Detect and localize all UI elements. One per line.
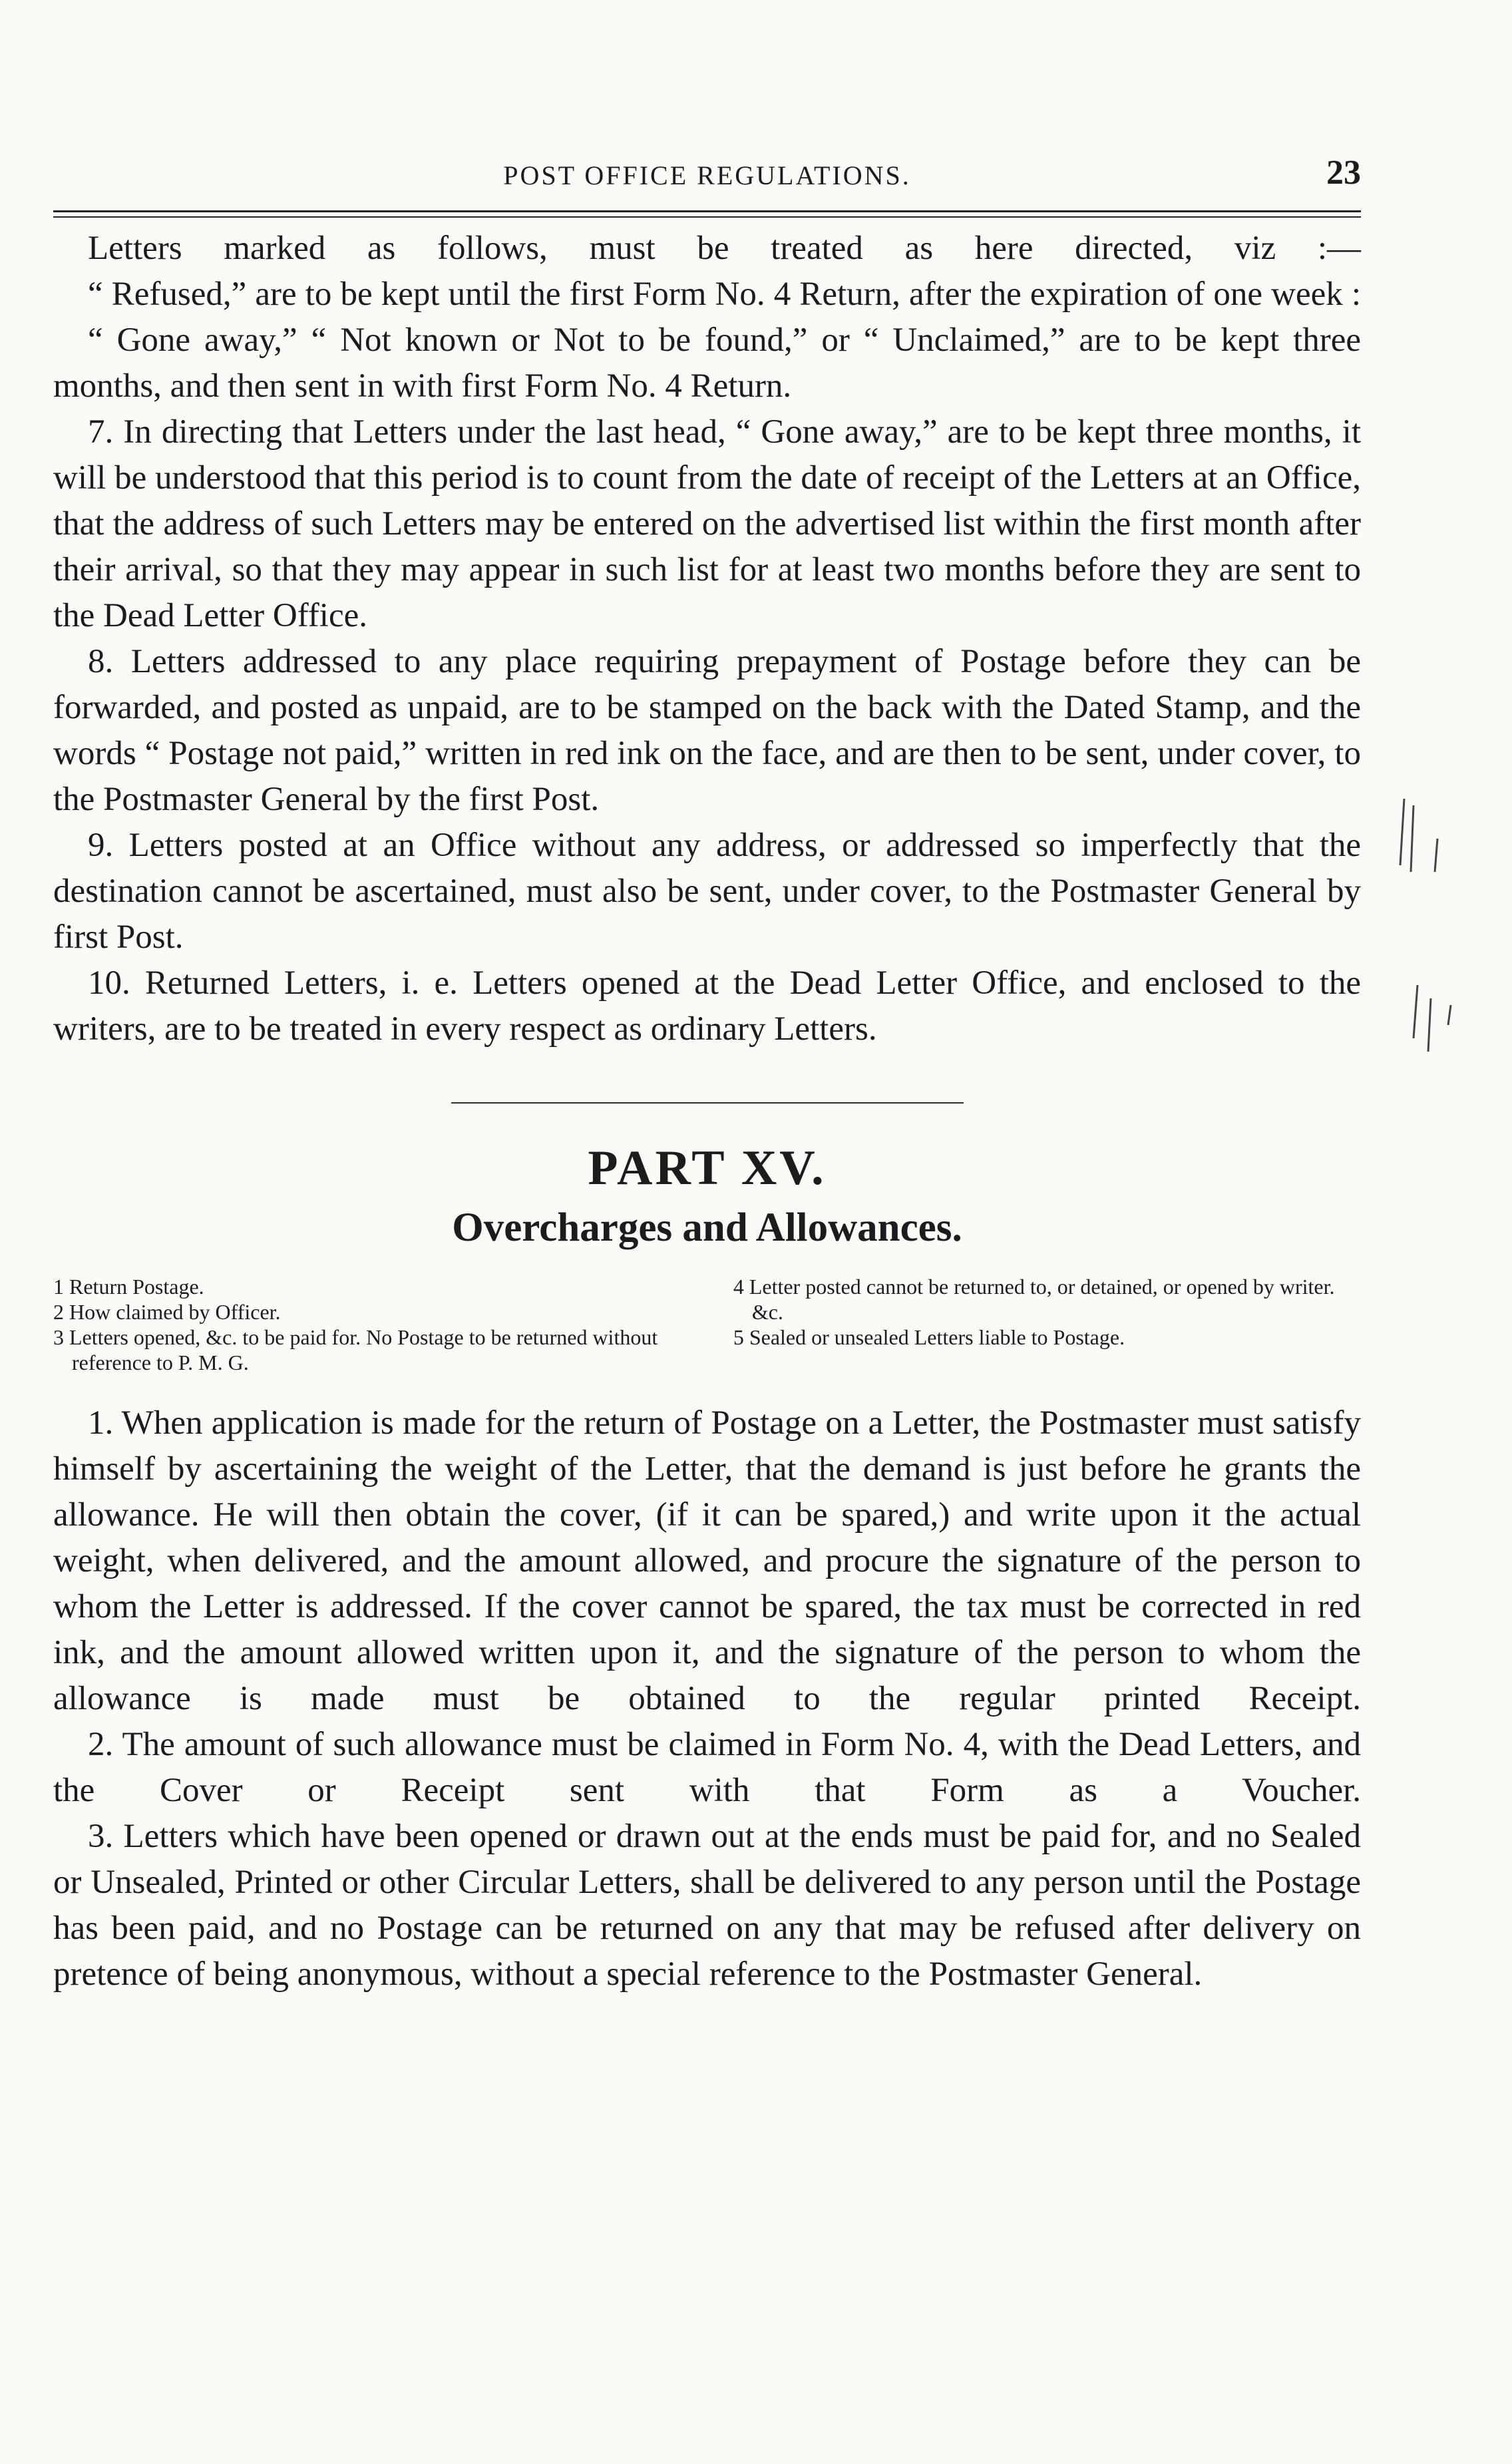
paragraph: 3. Letters which have been opened or drawn out at the ends must be paid for, and no Sealed or Unsealed, Printed or other Circular Letters, shall be delivered to any person until the Postage has been paid, and no Postage can be returned on any that may be refused after delivery on pretence of being anonymous, without a special reference to the Postmaster General. [53, 1818, 1361, 1993]
paragraph: 1. When application is made for the return of Postage on a Letter, the Postmaster must satisfy himself by ascertaining the weight of the Letter, that the demand is just before he grants the allowance. He will then obtain the cover, (if it can be spared,) and write upon it the actual weight, when delivered, and the amount allowed, and procure the signature of the person to whom the Letter is addressed. If the cover cannot be spared, the tax must be corrected in red ink, and the amount allowed written upon it, and the signature of the person to whom the allowance is made must be obtained to the regular printed Receipt. [53, 1404, 1361, 1717]
paragraph: 7. In directing that Letters under the last head, “ Gone away,” are to be kept three months, it will be understood that this period is to count from the date of receipt of the Letters at an Office, that the address of such Letters may be entered on the advertised list within the first month after their arrival, so that they may appear in such list for at least two months before they are sent to the Dead Letter Office. [53, 413, 1361, 634]
section-divider [451, 1102, 964, 1104]
section-synopsis [53, 1274, 1361, 1375]
running-head [53, 153, 1361, 206]
document-page [53, 153, 1361, 1997]
paragraph: 9. Letters posted at an Office without any address, or addressed so imperfectly that the destination cannot be ascertained, must also be sent, under cover, to the Postmaster General by first Post. [53, 827, 1361, 956]
synopsis-item: 2 How claimed by Officer. [53, 1300, 281, 1324]
paragraph: 2. The amount of such allowance must be claimed in Form No. 4, with the Dead Letters, and the Cover or Receipt sent with that Form as a Voucher. [53, 1726, 1361, 1809]
paragraph: 10. Returned Letters, i. e. Letters opened at the Dead Letter Office, and enclosed to the writers, are to be treated in every respect as ordinary Letters. [53, 964, 1361, 1048]
paragraph: 8. Letters addressed to any place requiring prepayment of Postage before they can be forwarded, and posted as unpaid, are to be stamped on the back with the Dated Stamp, and the words “ Postage not paid,” written in red ink on the face, and are then to be sent, under cover, to the Postmaster General by the first Post. [53, 643, 1361, 818]
paragraph: “ Refused,” are to be kept until the first Form No. 4 Return, after the expiration of one week : [88, 276, 1361, 313]
synopsis-right [733, 1274, 1361, 1375]
page-number: 23 [1326, 154, 1361, 192]
part-title: PART XV. [588, 1141, 827, 1195]
synopsis-left [53, 1274, 681, 1375]
synopsis-item: 1 Return Postage. [53, 1275, 204, 1299]
part-subtitle: Overcharges and Allowances. [452, 1205, 962, 1250]
paragraph: Letters marked as follows, must be treated as here directed, viz :— [88, 230, 1361, 267]
running-title: POST OFFICE REGULATIONS. [503, 160, 911, 190]
synopsis-item: 4 Letter posted cannot be returned to, or detained, or opened by writer. &c. [733, 1275, 1335, 1324]
synopsis-item: 5 Sealed or unsealed Letters liable to Postage. [733, 1325, 1125, 1349]
margin-pencil-marks [1391, 785, 1471, 1105]
header-rule [53, 210, 1361, 218]
paragraph: “ Gone away,” “ Not known or Not to be found,” or “ Unclaimed,” are to be kept three months, and then sent in with first Form No. 4 Return. [53, 321, 1361, 405]
synopsis-item: 3 Letters opened, &c. to be paid for. No Postage to be returned without reference to P. M. G. [53, 1325, 658, 1374]
